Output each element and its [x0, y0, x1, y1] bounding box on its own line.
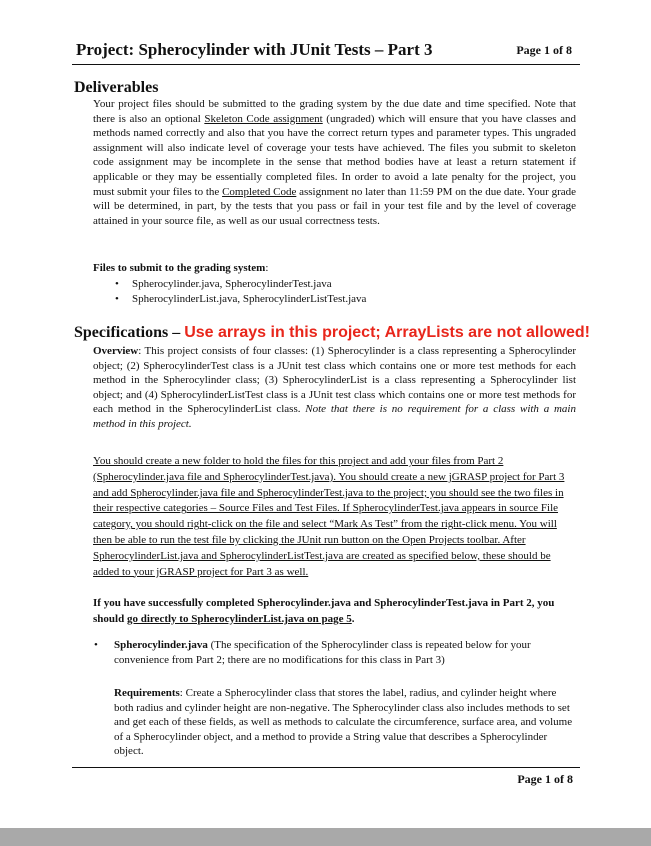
overview-note: Note that there is no requirement for a class with a main method in this project. — [93, 403, 576, 430]
bullet-icon: • — [94, 639, 98, 651]
document-title: Project: Spherocylinder with JUnit Tests – Part 3 — [76, 40, 433, 59]
completed-code-link[interactable]: Completed Code — [222, 185, 297, 198]
specifications-heading — [74, 324, 590, 342]
skeleton-code-link[interactable]: Skeleton Code assignment — [204, 112, 323, 125]
deliv-text-3: assignment no later than 11:59 PM on the due date. Your grade will be determined, in part, by the tests that you pass or fail in your test file and by the level of coverage attained in your source file, as well as our usual correctness tests. — [93, 185, 576, 227]
files-heading-colon: : — [265, 262, 269, 274]
overview-text: : This project consists of four classes: (1) Spherocylinder is a class representing a Spherocylinder object; (2) SpherocylinderTest class is a JUnit test class which contains one or more test methods for each method in the Spherocylinder class; (3) SpherocylinderList is a class representing a Spherocylinder list object; and (4) SpherocylinderListTest class is a JUnit test class which contains one or more test methods for each method in the SpherocylinderList class. — [93, 345, 576, 416]
list-item: • SpherocylinderList.java, SpherocylinderListTest.java — [132, 292, 366, 307]
spherocylinder-java-item — [94, 638, 574, 667]
deliv-text-1: Your project files should be submitted to the grading system by the due date and time specified. Note that there is also an optional — [93, 98, 576, 125]
requirements-text: : Create a Spherocylinder class that stores the label, radius, and cylinder height where both radius and cylinder height are non-negative. The Spherocylinder class also includes methods to set and get each of these fields, as well as methods to calculate the circumference, surface area, and volume of a Spherocylinder object, and a method to provide a String value that describes a Spherocylinder object. — [114, 687, 573, 758]
specifications-heading-text: Specifications – — [74, 324, 185, 341]
files-list — [132, 277, 366, 307]
overview-label: Overview — [93, 345, 139, 357]
go-to-page-5-link[interactable]: go directly to SpherocylinderList.java on page 5 — [126, 612, 352, 625]
bullet-label: Spherocylinder.java — [114, 639, 208, 651]
page-header — [72, 40, 580, 65]
deliv-text-2: (ungraded) which will ensure that you have classes and methods named correctly and also that you have the correct return types and parameter types. This ungraded assignment will also indicate level of coverage your tests have achieved. The files you submit to skeleton code assignment may be incomplete in the sense that method bodies have at least a return statement if applicable or they may be essentially completed files. In order to avoid a late penalty for the project, you must submit your files to the — [93, 112, 576, 198]
overview-paragraph — [93, 344, 576, 432]
bullet-text: (The specification of the Spherocylinder class is repeated below for your convenience from Part 2; there are no modifications for this class in Part 3) — [114, 639, 531, 666]
footer-divider — [72, 767, 580, 768]
deliverables-paragraph — [93, 97, 576, 228]
files-heading-text: Files to submit to the grading system — [93, 262, 266, 274]
skip-text-1: If you have successfully completed Spherocylinder.java and SpherocylinderTest.java in Part 2, you should — [93, 597, 555, 625]
requirements-paragraph — [114, 686, 574, 759]
viewer-bottom-bar — [0, 828, 651, 846]
instructions-paragraph: You should create a new folder to hold the files for this project and add your files from Part 2 (Spherocylinder.java file and SpherocylinderTest.java). You should create a new jGRASP project for Part 3 and add Spherocylinder.java file and SpherocylinderTest.java to the project; you should see the two files in their respective categories – Source Files and Test Files. If SpherocylinderTest.java appears in source File category, you should right-click on the file and select “Mark As Test” from the right-click menu. You will then be able to run the test file by clicking the JUnit run button on the Open Projects toolbar. After SpherocylinderList.java and SpherocylinderListTest.java are created as specified below, these should be added to your jGRASP project for Part 3 as well. — [93, 455, 565, 578]
list-item: • Spherocylinder.java, SpherocylinderTest.java — [132, 277, 366, 292]
skip-text-2: . — [351, 612, 355, 625]
deliverables-heading: Deliverables — [74, 79, 159, 96]
skip-ahead-paragraph — [93, 596, 576, 627]
requirements-label: Requirements — [114, 687, 180, 699]
arrays-warning: Use arrays in this project; ArrayLists are not allowed! — [184, 324, 590, 341]
header-page-number: Page 1 of 8 — [516, 43, 572, 57]
files-heading — [93, 262, 268, 274]
footer-page-number: Page 1 of 8 — [517, 772, 573, 786]
